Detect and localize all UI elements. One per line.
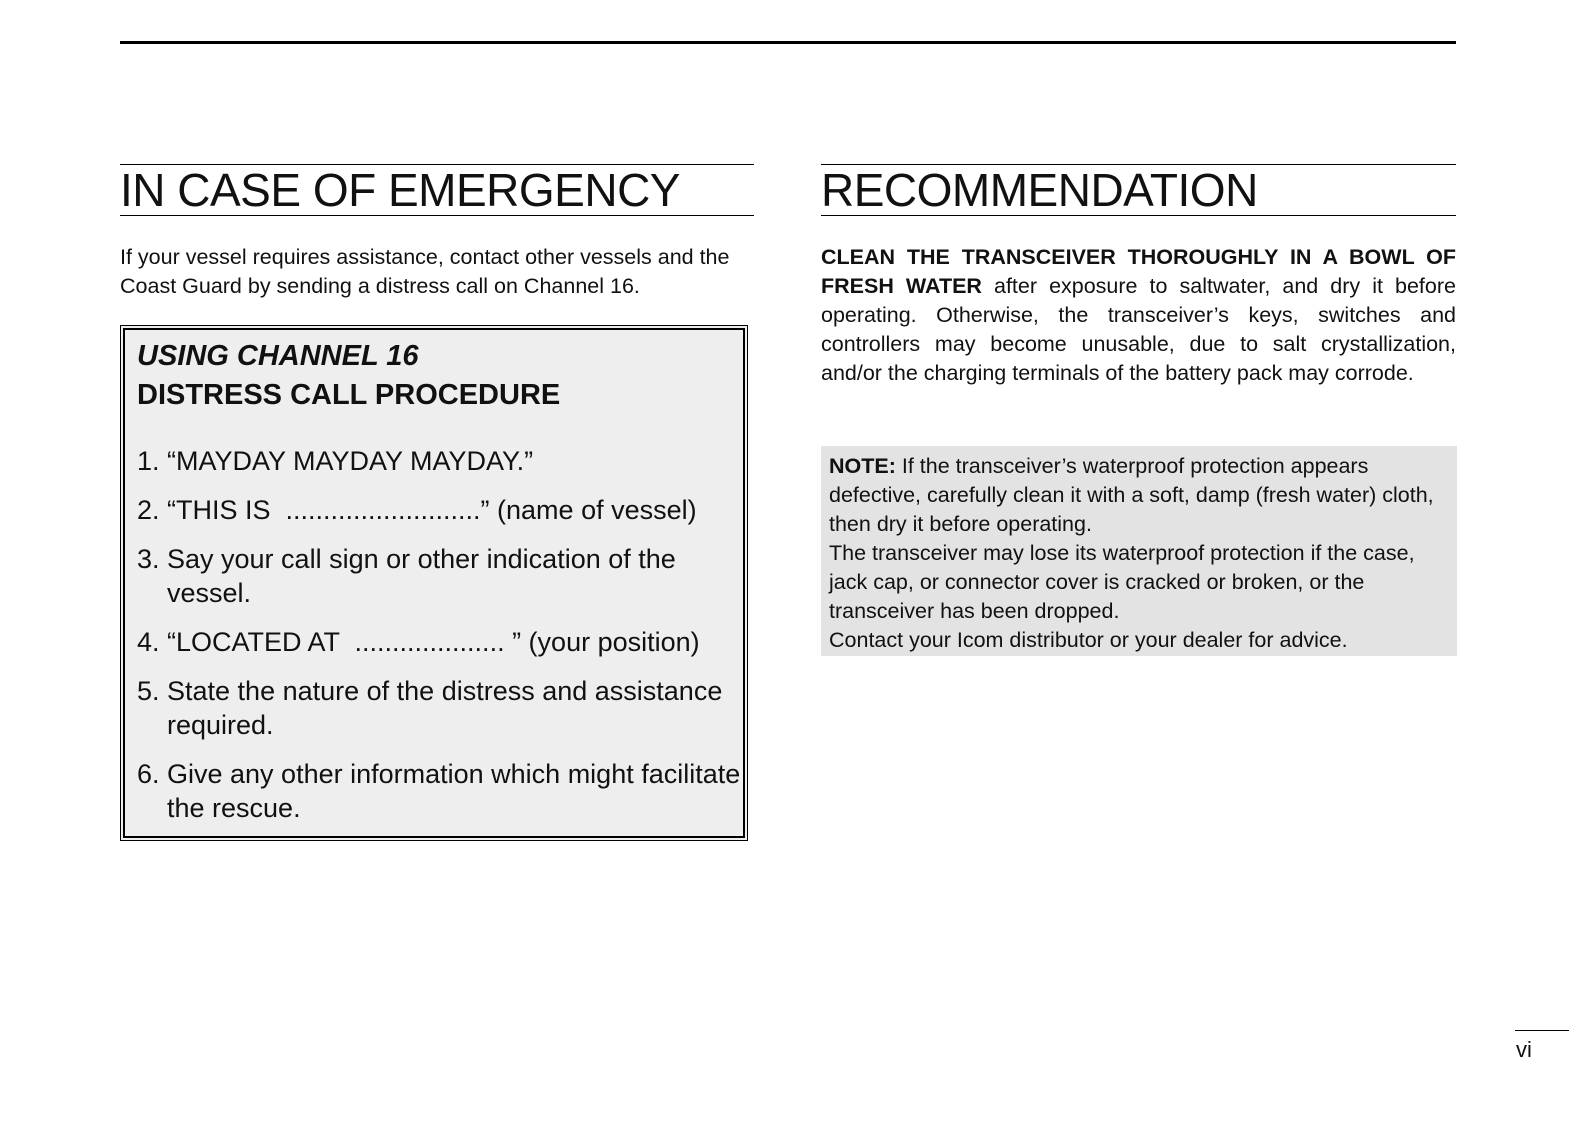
step-number: 5. (137, 676, 160, 706)
distress-procedure-box (120, 325, 748, 841)
step-number: 2. (137, 495, 160, 525)
step-number: 6. (137, 759, 160, 789)
step-number: 1. (137, 446, 160, 476)
note-paragraph-1 (829, 452, 1449, 539)
box-title: DISTRESS CALL PROCEDURE (137, 379, 561, 411)
page-number: vi (1516, 1037, 1532, 1062)
distress-step (137, 493, 742, 527)
footer-rule (1515, 1030, 1569, 1031)
distress-step (137, 757, 742, 825)
step-text: Say your call sign or other indication of the vessel. (167, 544, 676, 608)
distress-step (137, 542, 742, 610)
distress-step (137, 444, 742, 478)
note-box (821, 446, 1457, 656)
step-text: “MAYDAY MAYDAY MAYDAY.” (167, 446, 534, 476)
step-number: 3. (137, 544, 160, 574)
step-text: “THIS IS ..........................” (name of vessel) (167, 495, 697, 525)
step-text: State the nature of the distress and assistance required. (167, 676, 723, 740)
note-line-3: Contact your Icom distributor or your dealer for advice. (829, 628, 1348, 652)
step-number: 4. (137, 627, 160, 657)
note-line-2: The transceiver may lose its waterproof protection if the case, jack cap, or connector cover is cracked or broken, or the transceiver has been dropped. (829, 541, 1415, 623)
top-rule (120, 41, 1456, 44)
distress-steps-list (137, 444, 742, 840)
emergency-intro: If your vessel requires assistance, contact other vessels and the Coast Guard by sending a distress call on Channel 16. (120, 245, 730, 298)
emergency-heading: IN CASE OF EMERGENCY (120, 164, 754, 216)
recommendation-body (821, 243, 1456, 388)
step-text: Give any other information which might facilitate the rescue. (167, 759, 741, 823)
distress-step (137, 625, 742, 659)
recommendation-heading: RECOMMENDATION (821, 164, 1456, 216)
note-label: NOTE: (829, 454, 896, 478)
recommendation-lead: CLEAN THE TRANSCEIVER THOROUGHLY IN A BOWL OF FRESH WATER (821, 245, 1456, 298)
recommendation-text: after exposure to saltwater, and dry it before operating. Otherwise, the transceiver’s keys, switches and controllers may become unusable, due to salt crystallization, and/or the charging terminals of the battery pack may corrode. (821, 274, 1456, 385)
note-line-1: If the transceiver’s waterproof protection appears defective, carefully clean it with a soft, damp (fresh water) cloth, then dry it before operating. (829, 454, 1434, 536)
step-text: “LOCATED AT .................... ” (your position) (167, 627, 700, 657)
distress-step (137, 674, 742, 742)
box-subtitle: USING CHANNEL 16 (137, 340, 419, 372)
